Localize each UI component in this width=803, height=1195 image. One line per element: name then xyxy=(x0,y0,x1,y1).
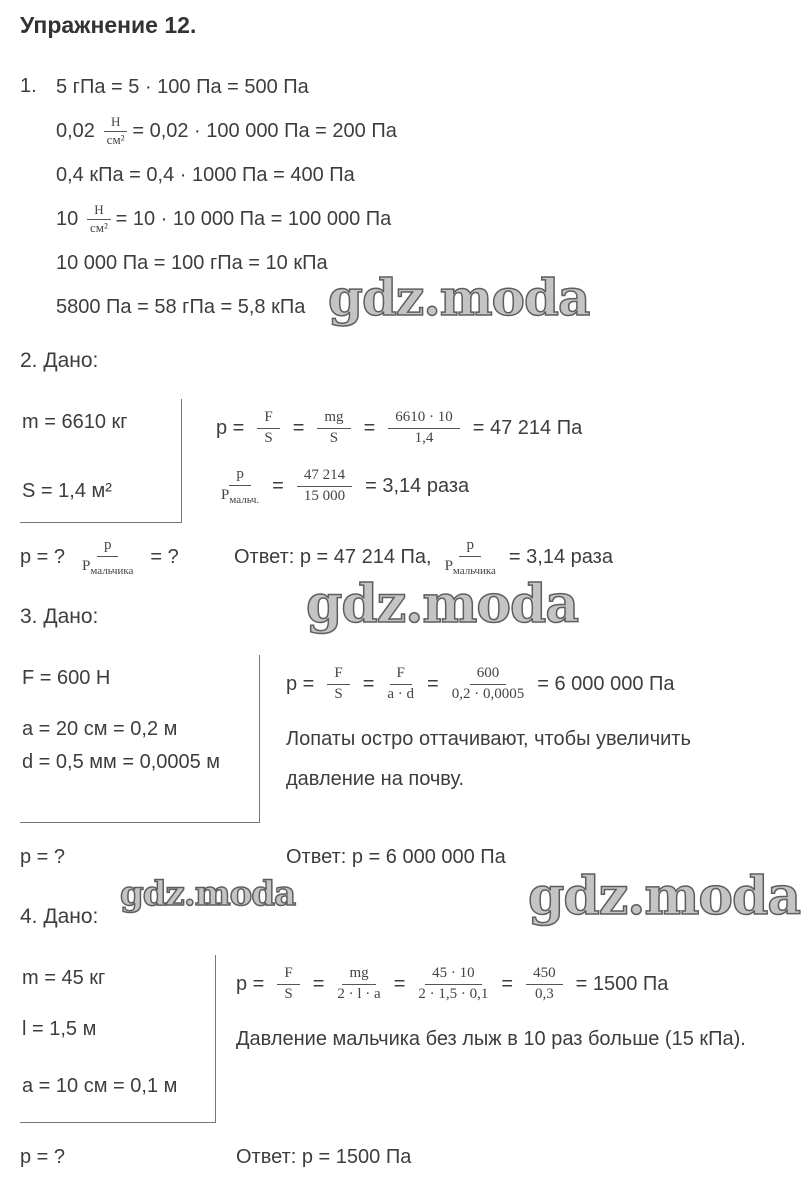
note-text xyxy=(286,719,783,799)
pressure-formula xyxy=(236,955,783,1013)
watermark: gdz.moda xyxy=(328,268,590,327)
fraction: $\frac{45 \cdot 10}{2 \cdot 1,5 \cdot 0,1}$ xyxy=(418,965,489,1002)
fraction: $\frac{Н}{\text{см²}}$ xyxy=(87,203,110,236)
given-value: a = 10 см = 0,1 м xyxy=(22,1075,178,1097)
formula-result: = 47 214 Па xyxy=(472,416,583,439)
conversion-line xyxy=(56,153,783,197)
formula-text: = xyxy=(272,474,284,497)
conversion-line xyxy=(56,285,783,329)
ratio-formula xyxy=(216,457,783,515)
conversion-line xyxy=(56,241,783,285)
given-value: F = 600 Н xyxy=(22,667,111,689)
formula-text: = xyxy=(312,972,325,995)
exercise-item-1 xyxy=(20,65,783,329)
fraction: $\frac{450}{0,3}$ xyxy=(526,965,563,1003)
fraction: $\frac{Н}{\text{см²}}$ xyxy=(104,115,127,148)
conversion-text: 10 000 Па = 100 гПа = 10 кПа xyxy=(56,251,328,274)
task-4-solution xyxy=(236,955,783,1123)
conversion-line xyxy=(56,197,783,241)
conversion-lines xyxy=(56,65,783,329)
note-line: Лопаты остро оттачивают, чтобы увеличить xyxy=(286,728,691,750)
watermark: gdz.moda xyxy=(528,866,801,927)
unknown-value: = ? xyxy=(150,545,179,568)
page-title: Упражнение 12. xyxy=(20,12,197,38)
answer-text: = 3,14 раза xyxy=(508,545,613,568)
task-2-section xyxy=(20,349,783,585)
fraction: $\frac{F}{S}$ xyxy=(277,965,299,1003)
answer-text: Ответ: p = 1500 Па xyxy=(236,1145,412,1168)
pressure-formula xyxy=(286,655,783,713)
answer-text: Ответ: p = 6 000 000 Па xyxy=(286,845,506,868)
task-2-unknown-row xyxy=(20,529,783,585)
fraction: $\frac{mg}{S}$ xyxy=(317,409,350,447)
given-value: d = 0,5 мм = 0,0005 м xyxy=(22,751,221,773)
fraction: $\frac{6610 \cdot 10}{1,4}$ xyxy=(388,409,460,447)
watermark: gdz.moda xyxy=(120,874,296,914)
unknown-values xyxy=(20,846,260,869)
given-value: l = 1,5 м xyxy=(22,1018,97,1040)
fraction: $\frac{p}{P_{мальч.}}$ xyxy=(221,466,260,506)
task-4-heading: 4. Дано: xyxy=(20,905,99,928)
conversion-text: 0,4 кПа = 0,4 · 1000 Па = 400 Па xyxy=(56,163,355,186)
task-4-answer xyxy=(236,1146,411,1169)
fraction: $\frac{F}{S}$ xyxy=(327,665,349,703)
note-line: давление на почву. xyxy=(286,768,465,790)
formula-text: = xyxy=(363,416,376,439)
formula-result: = 6 000 000 Па xyxy=(537,672,675,695)
fraction: $\frac{p}{P_{мальчика}}$ xyxy=(444,537,496,577)
task-3-section xyxy=(20,605,783,885)
note-text: Давление мальчика без лыж в 10 раз больше (15 кПа). xyxy=(236,1028,746,1050)
unknown-values xyxy=(20,537,216,576)
formula-text: = xyxy=(292,416,305,439)
task-2-body xyxy=(20,399,783,523)
fraction: $\frac{mg}{2 \cdot l \cdot a}$ xyxy=(337,965,381,1002)
fraction: $\frac{47 214}{15 000}$ xyxy=(297,467,352,505)
task-3-given-box xyxy=(20,655,260,823)
formula-text: = xyxy=(427,672,439,695)
watermark: gdz.moda xyxy=(306,574,579,635)
formula-result: = 1500 Па xyxy=(575,972,669,995)
task-4-body xyxy=(20,955,783,1123)
formula-text: = xyxy=(393,972,406,995)
given-value: a = 20 см = 0,2 м xyxy=(22,718,178,740)
unknown-values xyxy=(20,1146,216,1169)
fraction: $\frac{600}{0,2 \cdot 0,0005}$ xyxy=(451,665,525,702)
formula-text: = xyxy=(362,672,375,695)
conversion-line xyxy=(56,109,783,153)
conversion-text: 5 гПа = 5 · 100 Па = 500 Па xyxy=(56,75,309,98)
task-3-answer xyxy=(286,846,506,869)
fraction: $\frac{F}{a \cdot d}$ xyxy=(387,665,415,702)
task-2-answer xyxy=(234,537,613,576)
task-4-section xyxy=(20,905,783,1185)
pressure-formula xyxy=(216,399,783,457)
formula-text: p = xyxy=(286,672,315,695)
task-2-solution xyxy=(216,399,783,523)
unknown-value: p = ? xyxy=(20,845,66,868)
conversion-text: 10 xyxy=(56,207,79,230)
conversion-text: 0,02 xyxy=(56,119,95,142)
unknown-value: p = ? xyxy=(20,545,66,568)
given-value: S = 1,4 м² xyxy=(22,480,112,502)
task-2-heading: 2. Дано: xyxy=(20,349,99,372)
unknown-value: p = ? xyxy=(20,1145,66,1168)
answer-text: Ответ: p = 47 214 Па, xyxy=(234,545,432,568)
item-number: 1. xyxy=(20,75,37,97)
given-value: m = 45 кг xyxy=(22,967,106,989)
conversion-text: 5800 Па = 58 гПа = 5,8 кПа xyxy=(56,295,306,318)
formula-text: p = xyxy=(236,972,265,995)
conversion-text: = 10 · 10 000 Па = 100 000 Па xyxy=(115,207,392,230)
formula-text: p = xyxy=(216,416,245,439)
task-2-given-box xyxy=(20,399,182,523)
task-3-body xyxy=(20,655,783,823)
task-3-solution xyxy=(286,655,783,823)
task-4-given-box xyxy=(20,955,216,1123)
given-value: m = 6610 кг xyxy=(22,411,128,433)
formula-result: = 3,14 раза xyxy=(365,474,470,497)
task-3-heading: 3. Дано: xyxy=(20,605,99,628)
task-4-unknown-row xyxy=(20,1129,783,1185)
fraction: $\frac{F}{S}$ xyxy=(257,409,279,447)
task-3-unknown-row xyxy=(20,829,783,885)
fraction: $\frac{p}{P_{мальчика}}$ xyxy=(82,537,134,577)
formula-text: = xyxy=(501,972,514,995)
conversion-line xyxy=(56,65,783,109)
conversion-text: = 0,02 · 100 000 Па = 200 Па xyxy=(132,119,397,142)
